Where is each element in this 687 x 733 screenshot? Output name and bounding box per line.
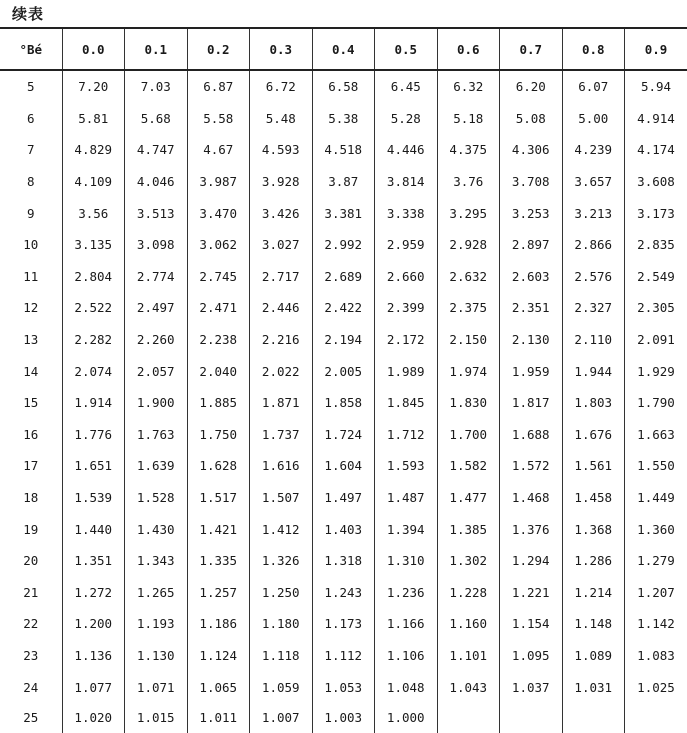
table-cell: 1.180 [250, 608, 313, 640]
table-cell: 1.053 [312, 671, 375, 703]
table-cell: 1.582 [437, 450, 500, 482]
table-cell: 1.214 [562, 577, 625, 609]
table-cell: 1.539 [62, 482, 125, 514]
table-cell: 1.550 [625, 450, 687, 482]
table-cell: 1.015 [125, 703, 188, 733]
table-cell: 2.216 [250, 324, 313, 356]
table-cell: 3.173 [625, 197, 687, 229]
table-row [0, 70, 687, 103]
table-cell: 2.375 [437, 292, 500, 324]
header-column: 0.0 [62, 28, 125, 70]
row-degree: 14 [0, 355, 62, 387]
table-cell: 3.608 [625, 166, 687, 198]
table-cell: 1.228 [437, 577, 500, 609]
table-cell: 2.130 [500, 324, 563, 356]
table-cell: 4.67 [187, 134, 250, 166]
table-cell: 1.250 [250, 577, 313, 609]
row-degree: 8 [0, 166, 62, 198]
table-body [0, 70, 687, 733]
table-cell: 1.858 [312, 387, 375, 419]
table-cell: 2.717 [250, 261, 313, 293]
table-cell: 1.403 [312, 513, 375, 545]
table-cell: 1.059 [250, 671, 313, 703]
table-cell: 1.148 [562, 608, 625, 640]
table-row [0, 229, 687, 261]
table-cell: 4.446 [375, 134, 438, 166]
header-column: 0.1 [125, 28, 188, 70]
table-cell: 5.38 [312, 103, 375, 135]
row-degree: 24 [0, 671, 62, 703]
table-cell: 1.368 [562, 513, 625, 545]
table-cell: 1.830 [437, 387, 500, 419]
table-cell: 2.522 [62, 292, 125, 324]
table-cell: 1.003 [312, 703, 375, 733]
table-cell: 3.426 [250, 197, 313, 229]
baume-table [0, 27, 687, 733]
table-cell: 1.376 [500, 513, 563, 545]
table-cell: 4.306 [500, 134, 563, 166]
header-column: 0.5 [375, 28, 438, 70]
row-degree: 22 [0, 608, 62, 640]
table-cell: 1.351 [62, 545, 125, 577]
table-cell: 1.700 [437, 419, 500, 451]
header-column: 0.7 [500, 28, 563, 70]
table-cell: 1.803 [562, 387, 625, 419]
row-degree: 15 [0, 387, 62, 419]
table-row [0, 545, 687, 577]
table-cell: 1.737 [250, 419, 313, 451]
table-cell: 2.959 [375, 229, 438, 261]
table-cell: 1.130 [125, 640, 188, 672]
table-cell: 1.593 [375, 450, 438, 482]
table-cell: 2.549 [625, 261, 687, 293]
table-row [0, 324, 687, 356]
table-cell: 1.440 [62, 513, 125, 545]
table-cell: 3.814 [375, 166, 438, 198]
table-cell: 2.835 [625, 229, 687, 261]
row-degree: 23 [0, 640, 62, 672]
table-cell: 4.109 [62, 166, 125, 198]
table-cell: 3.513 [125, 197, 188, 229]
table-cell: 1.335 [187, 545, 250, 577]
table-cell [437, 703, 500, 733]
table-cell: 1.360 [625, 513, 687, 545]
table-cell: 1.663 [625, 419, 687, 451]
table-cell: 1.200 [62, 608, 125, 640]
table-row [0, 387, 687, 419]
table-cell: 3.295 [437, 197, 500, 229]
table-cell: 1.900 [125, 387, 188, 419]
table-cell: 2.897 [500, 229, 563, 261]
table-cell: 1.421 [187, 513, 250, 545]
table-cell: 1.885 [187, 387, 250, 419]
table-cell: 1.043 [437, 671, 500, 703]
table-cell: 2.804 [62, 261, 125, 293]
table-cell: 7.20 [62, 70, 125, 103]
table-cell: 6.87 [187, 70, 250, 103]
table-cell: 2.446 [250, 292, 313, 324]
row-degree: 6 [0, 103, 62, 135]
table-cell: 6.58 [312, 70, 375, 103]
table-cell: 1.487 [375, 482, 438, 514]
table-cell: 1.468 [500, 482, 563, 514]
table-cell: 1.507 [250, 482, 313, 514]
table-cell: 1.676 [562, 419, 625, 451]
table-cell: 1.817 [500, 387, 563, 419]
table-cell: 2.022 [250, 355, 313, 387]
table-cell: 1.449 [625, 482, 687, 514]
table-cell: 2.745 [187, 261, 250, 293]
table-cell: 1.343 [125, 545, 188, 577]
table-cell: 1.186 [187, 608, 250, 640]
table-cell: 3.213 [562, 197, 625, 229]
row-degree: 16 [0, 419, 62, 451]
table-cell: 2.091 [625, 324, 687, 356]
table-cell: 2.928 [437, 229, 500, 261]
row-degree: 7 [0, 134, 62, 166]
table-cell: 1.101 [437, 640, 500, 672]
table-cell: 4.829 [62, 134, 125, 166]
table-cell: 1.020 [62, 703, 125, 733]
table-cell: 2.260 [125, 324, 188, 356]
table-cell: 1.089 [562, 640, 625, 672]
table-cell: 6.45 [375, 70, 438, 103]
table-cell: 1.265 [125, 577, 188, 609]
table-cell: 3.657 [562, 166, 625, 198]
table-cell: 1.154 [500, 608, 563, 640]
table-cell: 6.72 [250, 70, 313, 103]
header-column: 0.6 [437, 28, 500, 70]
row-degree: 5 [0, 70, 62, 103]
table-cell: 5.48 [250, 103, 313, 135]
table-row [0, 355, 687, 387]
table-cell: 3.253 [500, 197, 563, 229]
table-cell: 1.031 [562, 671, 625, 703]
table-cell: 4.174 [625, 134, 687, 166]
table-cell: 1.763 [125, 419, 188, 451]
table-row [0, 166, 687, 198]
table-cell: 1.025 [625, 671, 687, 703]
table-cell: 1.394 [375, 513, 438, 545]
table-cell: 1.776 [62, 419, 125, 451]
header-row [0, 28, 687, 70]
row-degree: 11 [0, 261, 62, 293]
table-cell: 1.007 [250, 703, 313, 733]
table-cell: 2.110 [562, 324, 625, 356]
table-cell: 2.992 [312, 229, 375, 261]
table-cell: 7.03 [125, 70, 188, 103]
table-cell [625, 703, 687, 733]
table-cell: 1.517 [187, 482, 250, 514]
table-cell: 3.470 [187, 197, 250, 229]
table-cell: 4.046 [125, 166, 188, 198]
table-row [0, 640, 687, 672]
table-cell: 1.302 [437, 545, 500, 577]
table-row [0, 197, 687, 229]
table-cell: 2.471 [187, 292, 250, 324]
table-cell: 1.724 [312, 419, 375, 451]
table-cell: 1.071 [125, 671, 188, 703]
table-cell: 6.07 [562, 70, 625, 103]
table-cell: 1.959 [500, 355, 563, 387]
table-cell: 5.08 [500, 103, 563, 135]
table-cell: 3.027 [250, 229, 313, 261]
table-cell: 4.375 [437, 134, 500, 166]
table-cell: 1.207 [625, 577, 687, 609]
header-column: 0.9 [625, 28, 687, 70]
table-cell: 5.81 [62, 103, 125, 135]
table-cell: 2.238 [187, 324, 250, 356]
table-cell [500, 703, 563, 733]
table-cell: 6.32 [437, 70, 500, 103]
table-cell: 1.412 [250, 513, 313, 545]
table-cell: 1.477 [437, 482, 500, 514]
table-cell: 2.632 [437, 261, 500, 293]
table-cell: 1.166 [375, 608, 438, 640]
table-cell: 1.790 [625, 387, 687, 419]
table-cell: 1.173 [312, 608, 375, 640]
table-cell: 5.00 [562, 103, 625, 135]
row-degree: 13 [0, 324, 62, 356]
table-cell: 1.112 [312, 640, 375, 672]
table-cell: 3.87 [312, 166, 375, 198]
table-cell: 1.572 [500, 450, 563, 482]
header-column: 0.3 [250, 28, 313, 70]
table-cell: 2.005 [312, 355, 375, 387]
table-cell: 1.279 [625, 545, 687, 577]
table-cell: 1.310 [375, 545, 438, 577]
table-cell: 1.616 [250, 450, 313, 482]
table-cell: 1.845 [375, 387, 438, 419]
table-cell: 1.124 [187, 640, 250, 672]
table-cell: 3.987 [187, 166, 250, 198]
table-cell: 3.708 [500, 166, 563, 198]
table-cell: 1.688 [500, 419, 563, 451]
table-cell: 3.76 [437, 166, 500, 198]
table-cell: 5.94 [625, 70, 687, 103]
table-cell: 1.272 [62, 577, 125, 609]
table-cell: 2.282 [62, 324, 125, 356]
row-degree: 20 [0, 545, 62, 577]
table-cell: 1.011 [187, 703, 250, 733]
table-cell: 1.914 [62, 387, 125, 419]
table-row [0, 577, 687, 609]
table-cell: 5.58 [187, 103, 250, 135]
table-row [0, 261, 687, 293]
table-cell: 1.750 [187, 419, 250, 451]
table-cell: 1.106 [375, 640, 438, 672]
table-cell [562, 703, 625, 733]
table-cell: 1.160 [437, 608, 500, 640]
table-header [0, 28, 687, 70]
table-caption: 续表 [12, 3, 44, 24]
table-cell: 2.194 [312, 324, 375, 356]
table-cell: 1.712 [375, 419, 438, 451]
table-cell: 1.989 [375, 355, 438, 387]
table-cell: 1.651 [62, 450, 125, 482]
table-row [0, 134, 687, 166]
table-row [0, 450, 687, 482]
row-degree: 12 [0, 292, 62, 324]
table-cell: 2.576 [562, 261, 625, 293]
table-row [0, 419, 687, 451]
table-cell: 4.518 [312, 134, 375, 166]
table-row [0, 292, 687, 324]
table-cell: 1.048 [375, 671, 438, 703]
table-row [0, 482, 687, 514]
table-row [0, 703, 687, 733]
table-cell: 1.243 [312, 577, 375, 609]
table-cell: 1.604 [312, 450, 375, 482]
table-cell: 2.689 [312, 261, 375, 293]
table-cell: 1.286 [562, 545, 625, 577]
table-cell: 1.561 [562, 450, 625, 482]
table-cell: 2.327 [562, 292, 625, 324]
table-cell: 1.974 [437, 355, 500, 387]
table-cell: 5.18 [437, 103, 500, 135]
table-cell: 2.497 [125, 292, 188, 324]
table-cell: 1.083 [625, 640, 687, 672]
table-cell: 1.528 [125, 482, 188, 514]
row-degree: 18 [0, 482, 62, 514]
header-column: 0.4 [312, 28, 375, 70]
table-cell: 2.866 [562, 229, 625, 261]
table-row [0, 513, 687, 545]
table-cell: 1.221 [500, 577, 563, 609]
table-cell: 2.660 [375, 261, 438, 293]
table-cell: 4.593 [250, 134, 313, 166]
table-cell: 3.928 [250, 166, 313, 198]
table-cell: 1.628 [187, 450, 250, 482]
table-cell: 1.929 [625, 355, 687, 387]
table-cell: 1.944 [562, 355, 625, 387]
table-cell: 4.747 [125, 134, 188, 166]
table-cell: 4.239 [562, 134, 625, 166]
table-cell: 5.28 [375, 103, 438, 135]
table-cell: 3.56 [62, 197, 125, 229]
table-cell: 1.257 [187, 577, 250, 609]
table-cell: 1.037 [500, 671, 563, 703]
table-cell: 1.193 [125, 608, 188, 640]
table-cell: 1.142 [625, 608, 687, 640]
table-cell: 3.062 [187, 229, 250, 261]
header-column: 0.2 [187, 28, 250, 70]
table-cell: 6.20 [500, 70, 563, 103]
table-cell: 1.236 [375, 577, 438, 609]
table-cell: 2.172 [375, 324, 438, 356]
table-cell: 1.095 [500, 640, 563, 672]
table-cell: 2.074 [62, 355, 125, 387]
table-cell: 1.326 [250, 545, 313, 577]
row-degree: 21 [0, 577, 62, 609]
table-cell: 3.381 [312, 197, 375, 229]
table-cell: 2.150 [437, 324, 500, 356]
table-cell: 1.385 [437, 513, 500, 545]
table-cell: 3.098 [125, 229, 188, 261]
table-cell: 1.458 [562, 482, 625, 514]
table-cell: 5.68 [125, 103, 188, 135]
table-cell: 2.351 [500, 292, 563, 324]
row-degree: 25 [0, 703, 62, 733]
table-cell: 2.603 [500, 261, 563, 293]
header-column: 0.8 [562, 28, 625, 70]
table-cell: 1.639 [125, 450, 188, 482]
table-cell: 2.422 [312, 292, 375, 324]
table-cell: 2.057 [125, 355, 188, 387]
table-cell: 2.305 [625, 292, 687, 324]
table-cell: 1.077 [62, 671, 125, 703]
row-degree: 10 [0, 229, 62, 261]
table-row [0, 103, 687, 135]
header-degree-label: °Bé [0, 28, 62, 70]
row-degree: 9 [0, 197, 62, 229]
table-cell: 2.040 [187, 355, 250, 387]
table-cell: 1.871 [250, 387, 313, 419]
table-cell: 1.000 [375, 703, 438, 733]
table-cell: 1.294 [500, 545, 563, 577]
table-cell: 1.065 [187, 671, 250, 703]
table-cell: 1.136 [62, 640, 125, 672]
table-cell: 3.338 [375, 197, 438, 229]
table-cell: 1.497 [312, 482, 375, 514]
table-cell: 4.914 [625, 103, 687, 135]
table-cell: 1.318 [312, 545, 375, 577]
table-cell: 1.430 [125, 513, 188, 545]
table-cell: 3.135 [62, 229, 125, 261]
table-row [0, 671, 687, 703]
table-cell: 2.399 [375, 292, 438, 324]
table-cell: 1.118 [250, 640, 313, 672]
table-row [0, 608, 687, 640]
row-degree: 17 [0, 450, 62, 482]
table-cell: 2.774 [125, 261, 188, 293]
row-degree: 19 [0, 513, 62, 545]
